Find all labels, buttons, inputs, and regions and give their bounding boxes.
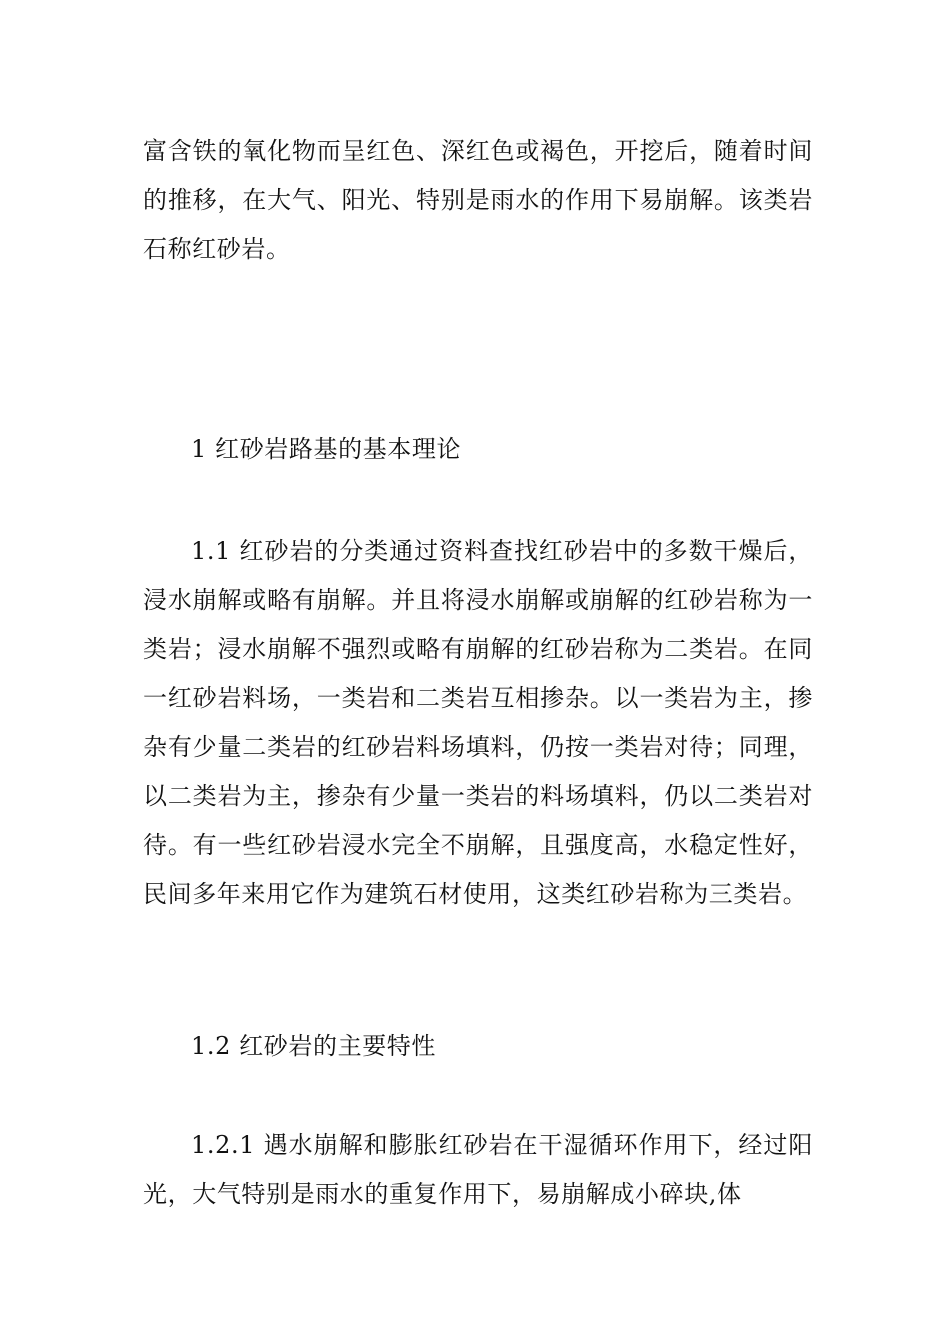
continuation-paragraph: 富含铁的氧化物而呈红色、深红色或褐色，开挖后，随着时间的推移，在大气、阳光、特别是雨水的作用下易崩解。该类岩石称红砂岩。 xyxy=(143,137,813,263)
section-heading-1-2: 1.2 红砂岩的主要特性 xyxy=(191,1032,436,1060)
paragraph-1-2-1: 1.2.1 遇水崩解和膨胀红砂岩在干湿循环作用下，经过阳光，大气特别是雨水的重复作用下，易崩解成小碎块,体 xyxy=(143,1131,813,1208)
section-heading-1: 1 红砂岩路基的基本理论 xyxy=(191,435,462,463)
paragraph-1-1: 1.1 红砂岩的分类通过资料查找红砂岩中的多数干燥后，浸水崩解或略有崩解。并且将浸水崩解或崩解的红砂岩称为一类岩；浸水崩解不强烈或略有崩解的红砂岩称为二类岩。在同一红砂岩料场，一类岩和二类岩互相掺杂。以一类岩为主，掺杂有少量二类岩的红砂岩料场填料，仍按一类岩对待；同理，以二类岩为主，掺杂有少量一类岩的料场填料，仍以二类岩对待。有一些红砂岩浸水完全不崩解，且强度高，水稳定性好，民间多年来用它作为建筑石材使用，这类红砂岩称为三类岩。 xyxy=(143,537,813,908)
